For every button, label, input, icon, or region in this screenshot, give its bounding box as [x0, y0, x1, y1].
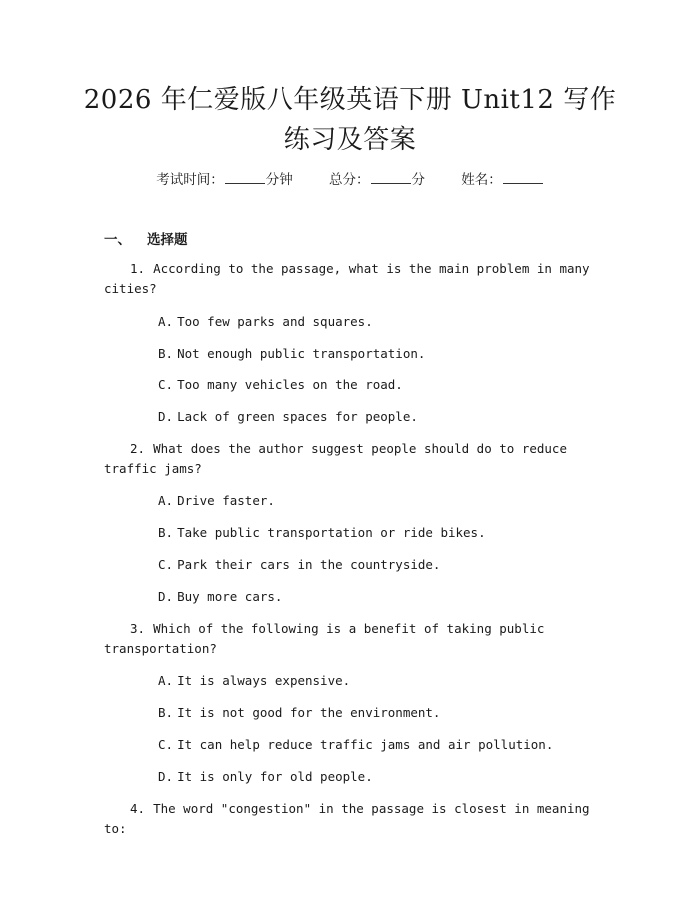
time-label: 考试时间： [156, 172, 224, 188]
option-text: It is not good for the environment. [177, 705, 441, 720]
question-text: What does the author suggest people should do to reduce traffic jams? [104, 441, 567, 476]
option-text: Park their cars in the countryside. [177, 557, 441, 572]
option-text: Not enough public transportation. [177, 346, 426, 361]
question-number: 3. [130, 621, 146, 636]
option-3b [158, 705, 440, 721]
time-unit: 分钟 [265, 172, 293, 188]
question-text: Which of the following is a benefit of taking public transportation? [104, 621, 545, 656]
option-1d [158, 409, 418, 425]
question-2 [104, 439, 594, 479]
option-letter: C. [158, 557, 174, 572]
option-1b [158, 346, 425, 362]
option-1c [158, 377, 403, 393]
option-letter: C. [158, 737, 174, 752]
option-2b [158, 525, 486, 541]
option-letter: C. [158, 377, 174, 392]
option-text: It is always expensive. [177, 673, 351, 688]
question-text: According to the passage, what is the main problem in many cities? [104, 261, 590, 296]
exam-score [329, 172, 425, 188]
question-number: 2. [130, 441, 146, 456]
score-blank [371, 170, 411, 184]
option-text: It can help reduce traffic jams and air pollution. [177, 737, 554, 752]
score-label: 总分： [329, 172, 370, 188]
question-text: The word "congestion" in the passage is closest in meaning to: [104, 801, 590, 836]
option-2c [158, 557, 440, 573]
option-text: It is only for old people. [177, 769, 373, 784]
section-title: 选择题 [147, 232, 188, 248]
title-line-1: 2026 年仁爱版八年级英语下册 Unit12 写作 [83, 85, 617, 115]
option-1a [158, 314, 373, 330]
option-text: Too few parks and squares. [177, 314, 373, 329]
option-2d [158, 589, 282, 605]
title-line-2: 练习及答案 [283, 125, 417, 155]
option-2a [158, 493, 275, 509]
question-3 [104, 619, 594, 659]
document-title [0, 80, 700, 160]
option-text: Too many vehicles on the road. [177, 377, 403, 392]
option-3c [158, 737, 553, 753]
section-heading [104, 228, 188, 248]
option-text: Lack of green spaces for people. [177, 409, 418, 424]
section-number: 一、 [104, 232, 131, 248]
option-text: Drive faster. [177, 493, 275, 508]
option-letter: B. [158, 705, 174, 720]
name-blank [503, 170, 543, 184]
time-blank [225, 170, 265, 184]
exam-time [156, 172, 293, 188]
option-letter: D. [158, 769, 174, 784]
option-3d [158, 769, 373, 785]
score-unit: 分 [411, 172, 425, 188]
exam-meta [0, 168, 700, 188]
option-letter: A. [158, 673, 174, 688]
name-label: 姓名： [461, 172, 502, 188]
option-letter: B. [158, 525, 174, 540]
question-number: 1. [130, 261, 146, 276]
option-text: Buy more cars. [177, 589, 283, 604]
option-text: Take public transportation or ride bikes. [177, 525, 486, 540]
question-4 [104, 799, 594, 839]
option-letter: D. [158, 409, 174, 424]
option-letter: A. [158, 493, 174, 508]
option-letter: A. [158, 314, 174, 329]
question-1 [104, 259, 594, 299]
option-letter: B. [158, 346, 174, 361]
option-letter: D. [158, 589, 174, 604]
question-number: 4. [130, 801, 146, 816]
option-3a [158, 673, 350, 689]
exam-name [461, 172, 544, 188]
